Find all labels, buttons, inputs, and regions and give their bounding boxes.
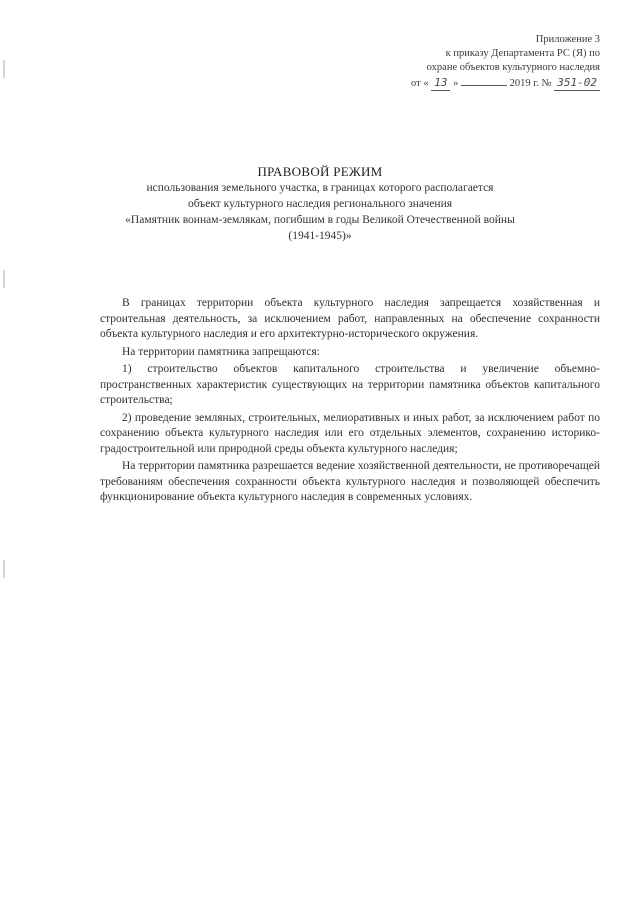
paragraph: 2) проведение земляных, строительных, мелиоративных и иных работ, за исключением работ по сохранению объекта культурного наследия или его отдельных элементов, сохранению историко-градостроительной или природной среды объекта культурного наследия; xyxy=(100,411,600,455)
scan-edge-mark xyxy=(3,560,5,578)
appendix-block xyxy=(410,33,600,91)
subtitle-line: (1941-1945)» xyxy=(288,230,352,242)
date-day: 13 xyxy=(431,76,450,91)
document-title: ПРАВОВОЙ РЕЖИМ xyxy=(257,164,383,179)
paragraph: В границах территории объекта культурного наследия запрещается хозяйственная и строительная деятельность, за исключением работ, направленных на обеспечение сохранности объекта культурного наследия и его архитектурно-исторического окружения. xyxy=(100,297,600,340)
scan-edge-mark xyxy=(3,270,5,288)
paragraph: 1) строительство объектов капитального строительства и увеличение объемно-пространственных характеристик существующих на территории памятника объектов капитального строительства; xyxy=(100,363,600,406)
appendix-order-ref: к приказу Департамента РС (Я) по xyxy=(445,48,600,59)
scan-edge-mark xyxy=(3,60,5,78)
document-header xyxy=(100,163,540,244)
appendix-label: Приложение 3 xyxy=(535,34,600,45)
date-year: 2019 г. № xyxy=(509,78,552,89)
appendix-department: охране объектов культурного наследия xyxy=(426,62,600,73)
date-prefix: от « xyxy=(411,78,429,89)
document-body xyxy=(100,296,600,508)
paragraph: На территории памятника запрещаются: xyxy=(122,345,320,358)
subtitle-line: «Памятник воинам-землякам, погибшим в годы Великой Отечественной войны xyxy=(125,214,515,226)
subtitle-line: объект культурного наследия регионального значения xyxy=(187,198,453,210)
date-mid: » xyxy=(453,78,459,89)
appendix-date-line xyxy=(410,75,600,91)
order-number: 351-02 xyxy=(554,76,600,91)
date-month-blank xyxy=(461,75,507,86)
paragraph: На территории памятника разрешается ведение хозяйственной деятельности, не противоречащей требованиям обеспечения сохранности объекта культурного наследия и позволяющей обеспечить функционирование объекта культурного наследия в современных условиях. xyxy=(100,460,600,503)
subtitle-line: использования земельного участка, в границах которого располагается xyxy=(146,182,494,194)
